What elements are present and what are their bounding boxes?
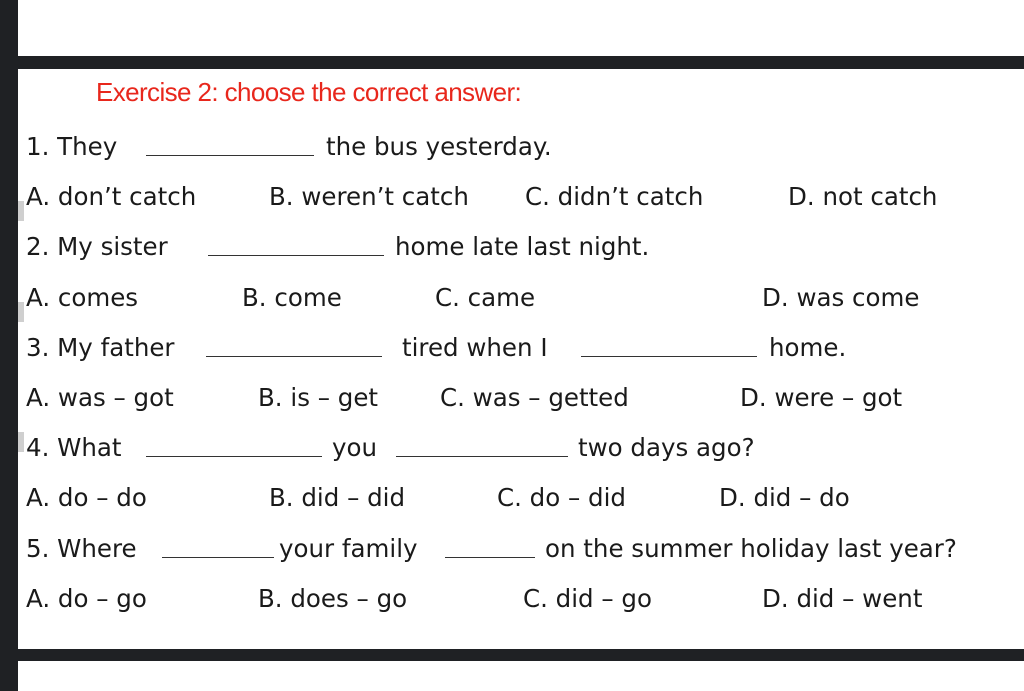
- option-a[interactable]: A. do – do: [26, 483, 147, 512]
- answer-blank[interactable]: [206, 356, 382, 357]
- page-edge-mark: [18, 302, 24, 322]
- question-4-text: you: [332, 433, 378, 462]
- option-d[interactable]: D. was come: [762, 283, 920, 312]
- question-4-text: two days ago?: [578, 433, 755, 462]
- answer-blank[interactable]: [396, 456, 568, 457]
- worksheet: [18, 69, 1024, 649]
- answer-blank[interactable]: [146, 155, 314, 156]
- next-page-strip: [18, 661, 1024, 691]
- question-1-text: 1. They: [26, 132, 118, 161]
- option-a[interactable]: A. do – go: [26, 584, 147, 613]
- option-b[interactable]: B. is – get: [258, 383, 379, 412]
- option-b[interactable]: B. did – did: [269, 483, 406, 512]
- option-b[interactable]: B. come: [242, 283, 342, 312]
- question-3-text: home.: [769, 333, 847, 362]
- question-5-text: on the summer holiday last year?: [545, 534, 957, 563]
- option-a[interactable]: A. don’t catch: [26, 182, 197, 211]
- answer-blank[interactable]: [146, 456, 322, 457]
- previous-page-strip: [18, 0, 1024, 56]
- option-d[interactable]: D. not catch: [788, 182, 938, 211]
- question-2-text: home late last night.: [395, 232, 650, 261]
- answer-blank[interactable]: [581, 356, 757, 357]
- option-d[interactable]: D. were – got: [740, 383, 903, 412]
- question-5-text: your family: [279, 534, 418, 563]
- answer-blank[interactable]: [162, 557, 274, 558]
- answer-blank[interactable]: [208, 255, 384, 256]
- exercise-title: Exercise 2: choose the correct answer:: [96, 77, 522, 107]
- option-a[interactable]: A. was – got: [26, 383, 174, 412]
- option-c[interactable]: C. came: [435, 283, 536, 312]
- option-a[interactable]: A. comes: [26, 283, 139, 312]
- question-4-text: 4. What: [26, 433, 122, 462]
- option-d[interactable]: D. did – do: [719, 483, 850, 512]
- question-1-text: the bus yesterday.: [326, 132, 552, 161]
- option-b[interactable]: B. does – go: [258, 584, 408, 613]
- option-c[interactable]: C. did – go: [523, 584, 652, 613]
- question-5-text: 5. Where: [26, 534, 137, 563]
- question-2-text: 2. My sister: [26, 232, 168, 261]
- page-edge-mark: [18, 201, 24, 221]
- answer-blank[interactable]: [445, 557, 535, 558]
- option-c[interactable]: C. didn’t catch: [525, 182, 704, 211]
- question-3-text: 3. My father: [26, 333, 175, 362]
- option-c[interactable]: C. was – getted: [440, 383, 629, 412]
- page-edge-mark: [18, 432, 24, 452]
- question-3-text: tired when I: [402, 333, 548, 362]
- option-c[interactable]: C. do – did: [497, 483, 626, 512]
- option-b[interactable]: B. weren’t catch: [269, 182, 469, 211]
- option-d[interactable]: D. did – went: [762, 584, 923, 613]
